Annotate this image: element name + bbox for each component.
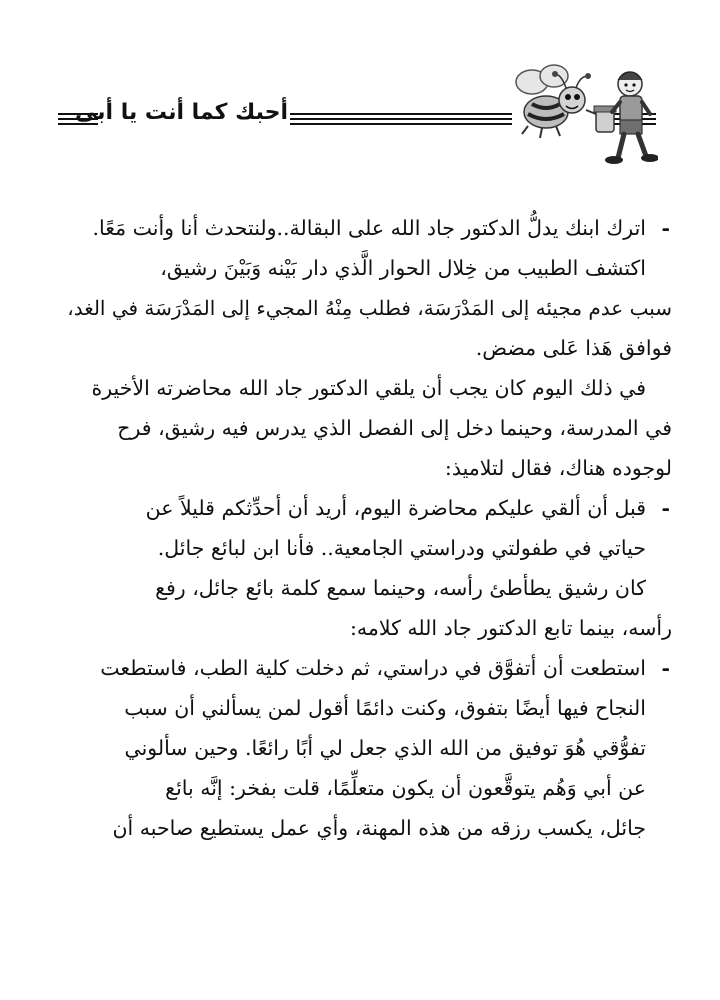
text-line: تفوُّقي هُوَ توفيق من الله الذي جعل لي أبًا رائعًا. وحين سألوني	[124, 736, 646, 760]
dialogue-paragraph	[54, 488, 672, 568]
dialogue-paragraph	[54, 648, 672, 848]
text-line: فوافق هَذا عَلى مضض.	[475, 336, 672, 360]
text-line: في المدرسة، وحينما دخل إلى الفصل الذي يدرس فيه رشيق، فرح	[117, 416, 672, 440]
dialogue-paragraph	[54, 208, 672, 248]
text-line: في ذلك اليوم كان يجب أن يلقي الدكتور جاد الله محاضرته الأخيرة	[91, 376, 646, 400]
body-paragraph	[54, 568, 672, 608]
body-paragraph	[54, 288, 672, 368]
text-line: - اترك ابنك يدلُّ الدكتور جاد الله على البقالة..ولنتحدث أنا وأنت مَعًا.	[92, 216, 646, 240]
header-rule-middle	[290, 113, 512, 125]
page-title: أحبك كما أنت يا أبي	[75, 100, 288, 125]
text-line: عن أبي وَهُم يتوقَّعون أن يكون متعلِّمًا، قلت بفخر: إنَّه بائع	[165, 776, 646, 800]
bee-icon	[516, 65, 596, 138]
text-line: - استطعت أن أتفوَّق في دراستي، ثم دخلت كلية الطب، فاستطعت	[100, 656, 646, 680]
body-paragraph	[54, 608, 672, 648]
text-line: - قبل أن ألقي عليكم محاضرة اليوم، أريد أن أحدِّثكم قليلاً عن	[145, 496, 646, 520]
body-paragraph	[54, 408, 672, 488]
page-body	[54, 208, 672, 848]
body-paragraph	[54, 368, 672, 408]
text-line: النجاح فيها أيضًا بتفوق، وكنت دائمًا أقول لمن يسألني أن سبب	[124, 696, 646, 720]
text-line: جائل، يكسب رزقه من هذه المهنة، وأي عمل يستطيع صاحبه أن	[112, 816, 646, 840]
text-line: اكتشف الطبيب من خِلال الحوار الَّذي دار بَيْنه وَبَيْنَ رشيق،	[160, 256, 646, 280]
page-header	[0, 56, 720, 176]
body-paragraph	[54, 248, 672, 288]
text-line: سبب عدم مجيئه إلى المَدْرَسَة، فطلب مِنْهُ المجيء إلى المَدْرَسَة في الغد،	[67, 296, 672, 320]
text-line: رأسه، بينما تابع الدكتور جاد الله كلامه:	[350, 616, 672, 640]
text-line: حياتي في طفولتي ودراستي الجامعية.. فأنا ابن لبائع جائل.	[157, 536, 646, 560]
bee-and-boy-illustration	[508, 56, 658, 174]
text-line: كان رشيق يطأطئ رأسه، وحينما سمع كلمة بائع جائل، رفع	[155, 576, 646, 600]
text-line: لوجوده هناك، فقال لتلاميذ:	[444, 456, 672, 480]
